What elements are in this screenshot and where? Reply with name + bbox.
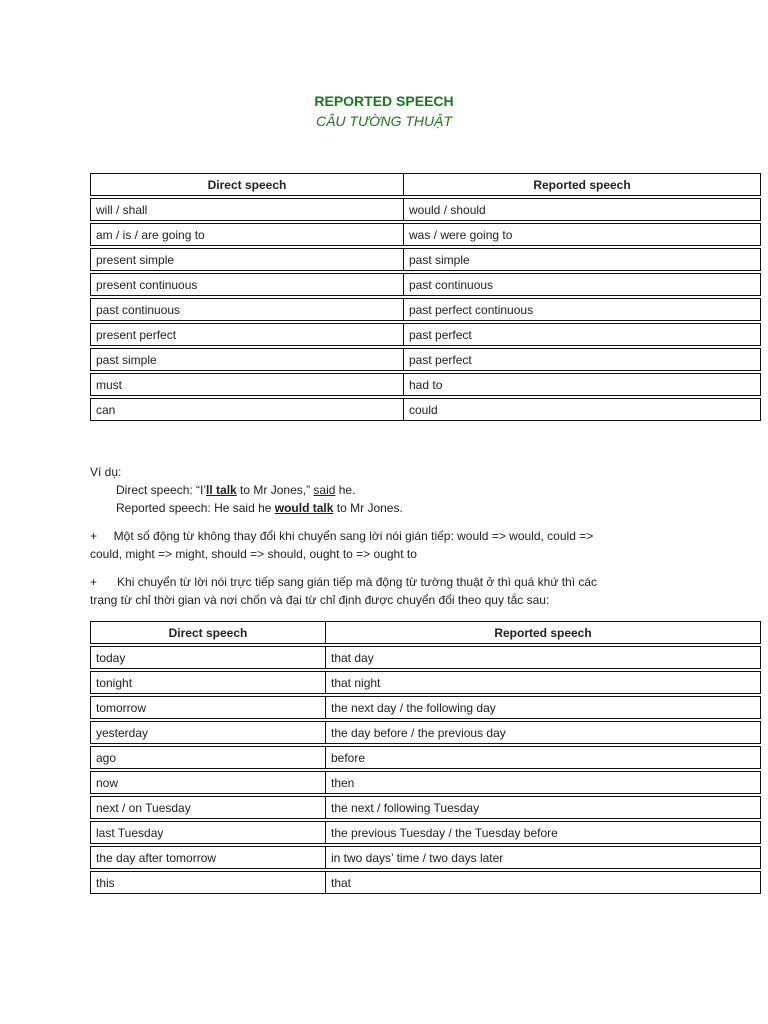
note-line: could, might => might, should => should, ought to => ought to [90, 547, 417, 561]
example-direct-prefix: Direct speech: “I’ [116, 483, 207, 497]
example-direct-said: said [313, 483, 336, 497]
table-row [90, 646, 761, 669]
direct-speech-cell: can [90, 398, 404, 421]
reported-speech-cell: past continuous [404, 273, 761, 296]
note-line: + Một số động từ không thay đổi khi chuyển sang lời nói gián tiếp: would => would, could => [90, 529, 594, 543]
example-direct-speech [116, 481, 355, 499]
reported-speech-cell: past perfect continuous [404, 298, 761, 321]
example-reported-speech [116, 499, 403, 517]
reported-speech-cell: that night [326, 671, 761, 694]
example-direct-suffix: he. [335, 483, 356, 497]
example-reported-verb: would talk [274, 501, 334, 515]
direct-speech-cell: today [90, 646, 326, 669]
table-row [90, 846, 761, 869]
direct-speech-cell: present perfect [90, 323, 404, 346]
reported-speech-cell: in two days’ time / two days later [326, 846, 761, 869]
reported-speech-cell: could [404, 398, 761, 421]
tense-shift-table [90, 171, 761, 423]
reported-speech-cell: would / should [404, 198, 761, 221]
page-subtitle: CÂU TƯỜNG THUẬT [315, 113, 453, 129]
table-row [90, 871, 761, 894]
table-row [90, 298, 761, 321]
direct-speech-cell: yesterday [90, 721, 326, 744]
table-row [90, 771, 761, 794]
table-row [90, 398, 761, 421]
reported-speech-cell: the day before / the previous day [326, 721, 761, 744]
table-row [90, 373, 761, 396]
direct-speech-cell: tomorrow [90, 696, 326, 719]
example-direct-mid: to Mr Jones,” [236, 483, 314, 497]
direct-speech-cell: next / on Tuesday [90, 796, 326, 819]
direct-speech-cell: ago [90, 746, 326, 769]
reported-speech-cell: had to [404, 373, 761, 396]
table-header-row [90, 173, 761, 196]
direct-speech-cell: this [90, 871, 326, 894]
table-header-row [90, 621, 761, 644]
direct-speech-cell: now [90, 771, 326, 794]
adverb-shift-table [90, 619, 761, 896]
table-row [90, 671, 761, 694]
reported-speech-cell: past perfect [404, 323, 761, 346]
table-row [90, 223, 761, 246]
reported-speech-cell: past simple [404, 248, 761, 271]
example-direct-verb: ll talk [206, 483, 237, 497]
column-header-direct: Direct speech [90, 621, 326, 644]
reported-speech-cell: that [326, 871, 761, 894]
direct-speech-cell: past continuous [90, 298, 404, 321]
direct-speech-cell: present continuous [90, 273, 404, 296]
direct-speech-cell: past simple [90, 348, 404, 371]
example-reported-prefix: Reported speech: He said he [116, 501, 275, 515]
table-row [90, 696, 761, 719]
reported-speech-cell: the previous Tuesday / the Tuesday before [326, 821, 761, 844]
table-row [90, 248, 761, 271]
reported-speech-cell: the next / following Tuesday [326, 796, 761, 819]
direct-speech-cell: the day after tomorrow [90, 846, 326, 869]
direct-speech-cell: am / is / are going to [90, 223, 404, 246]
table-row [90, 273, 761, 296]
example-reported-suffix: to Mr Jones. [333, 501, 403, 515]
column-header-direct: Direct speech [90, 173, 404, 196]
direct-speech-cell: must [90, 373, 404, 396]
direct-speech-cell: present simple [90, 248, 404, 271]
direct-speech-cell: will / shall [90, 198, 404, 221]
column-header-reported: Reported speech [326, 621, 761, 644]
table-row [90, 348, 761, 371]
reported-speech-cell: before [326, 746, 761, 769]
note-line: + Khi chuyển từ lời nói trực tiếp sang gián tiếp mà động từ tường thuật ở thì quá khứ thì các [90, 575, 598, 589]
reported-speech-cell: that day [326, 646, 761, 669]
table-row [90, 198, 761, 221]
column-header-reported: Reported speech [404, 173, 761, 196]
table-row [90, 746, 761, 769]
table-row [90, 821, 761, 844]
direct-speech-cell: tonight [90, 671, 326, 694]
note-unchanged-verbs [90, 527, 670, 563]
note-line: trạng từ chỉ thời gian và nơi chốn và đại từ chỉ định được chuyển đổi theo quy tắc sau: [90, 593, 550, 607]
note-adverb-changes [90, 573, 670, 609]
table-row [90, 796, 761, 819]
page-title: REPORTED SPEECH [314, 93, 454, 109]
reported-speech-cell: was / were going to [404, 223, 761, 246]
table-row [90, 721, 761, 744]
reported-speech-cell: then [326, 771, 761, 794]
reported-speech-cell: past perfect [404, 348, 761, 371]
direct-speech-cell: last Tuesday [90, 821, 326, 844]
reported-speech-cell: the next day / the following day [326, 696, 761, 719]
example-label: Ví dụ: [90, 465, 122, 479]
table-row [90, 323, 761, 346]
